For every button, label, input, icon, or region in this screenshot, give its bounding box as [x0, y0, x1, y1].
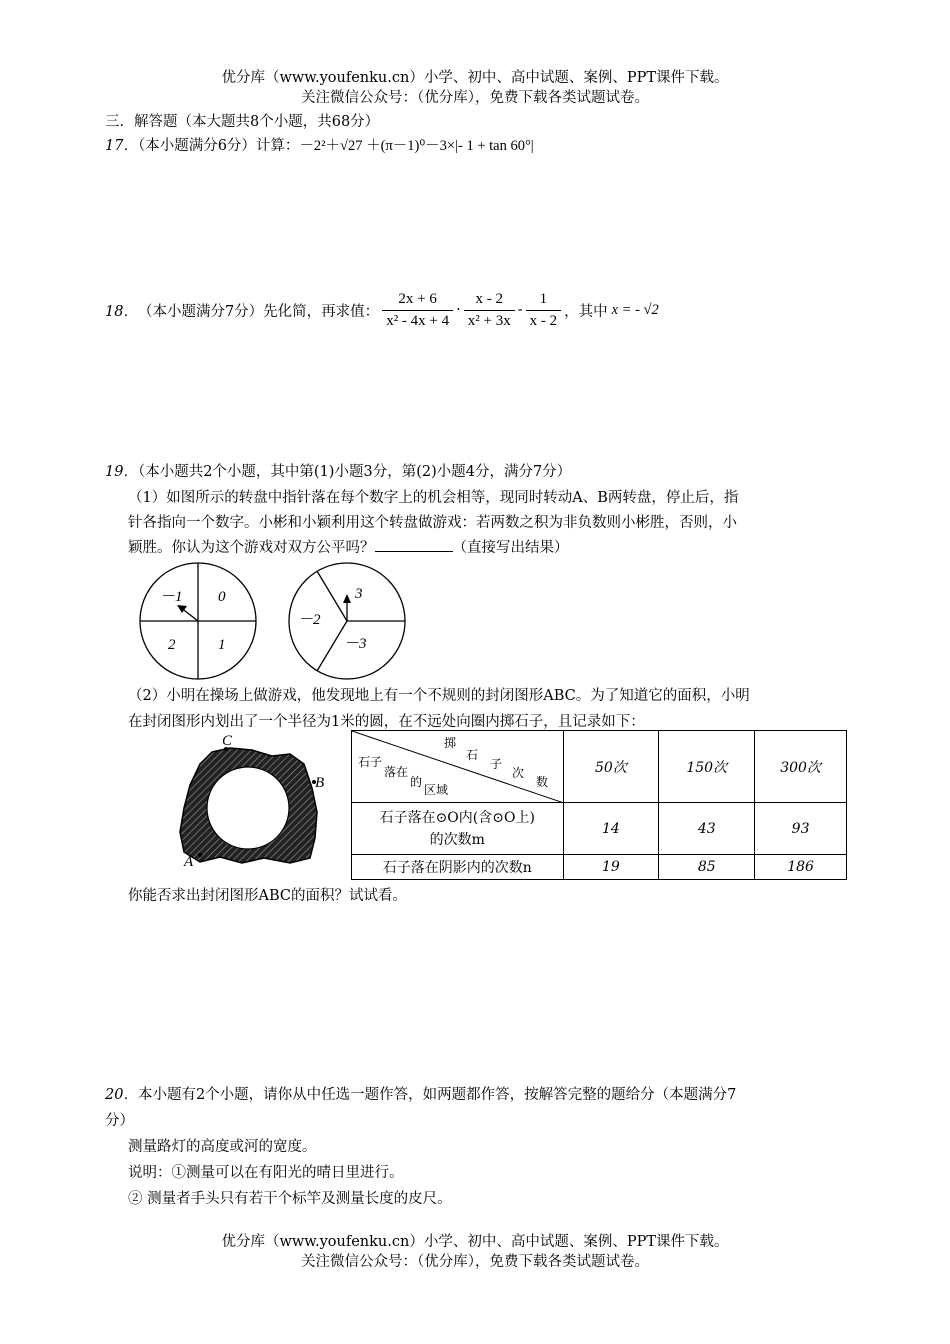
- footer-line-2: 关注微信公众号：（优分库），免费下载各类试题试卷。: [301, 1254, 649, 1270]
- q19-intro-line: [105, 460, 571, 481]
- label-b: B: [315, 775, 325, 791]
- spinner-b-label-3: －3: [344, 636, 367, 652]
- spinner-b-label-2: －2: [298, 612, 321, 628]
- q20-number: 20．: [105, 1087, 138, 1103]
- question-17: [105, 134, 534, 155]
- question-18: 18． （本小题满分7分）先化简，再求值： $\frac{2x + 6}{\text{x² - 4x + 4}}$ · $\frac{x - 2}{\text{x² + 3x}}$ - $\frac{1}{x - 2}$ ，其中 x = - √2: [105, 290, 659, 329]
- q20-line3: 说明：①测量可以在有阳光的晴日里进行。: [128, 1165, 404, 1181]
- q19-part1-line1: （1）如图所示的转盘中指针落在每个数字上的机会相等，现同时转动A、B两转盘，停止后，指: [128, 490, 739, 506]
- q18-fraction-2: $\frac{x - 2}{\text{x² + 3x}}$: [464, 291, 515, 330]
- q17-number: 17．: [105, 138, 138, 154]
- row1-label: 石子落在⊙O内(含⊙O上) 的次数m: [352, 803, 564, 855]
- q20-line1: 本小题有2个小题，请你从中任选一题作答，如两题都作答，按解答完整的题给分（本题满分7: [137, 1087, 737, 1103]
- q18-number: 18．: [105, 303, 138, 320]
- q18-tail: ，其中: [564, 303, 608, 320]
- spinners-figure: [130, 556, 420, 688]
- q19-part2-line2: 在封闭图形内划出了一个半径为1米的圆，在不远处向圈内掷石子，且记录如下：: [128, 714, 645, 730]
- row2-cell-2: 85: [659, 855, 755, 880]
- circle-o: [207, 767, 289, 849]
- label-a: A: [184, 854, 194, 870]
- header-line-2: 关注微信公众号：（优分库），免费下载各类试题试卷。: [301, 90, 649, 106]
- spinner-a: [140, 563, 256, 679]
- q17-text: （本小题满分6分）计算：: [137, 138, 300, 154]
- spinner-b: [289, 563, 405, 679]
- question-20: [105, 1082, 850, 1134]
- col-header-50: 50次: [563, 731, 659, 803]
- col-header-300: 300次: [755, 731, 847, 803]
- q20-body: [128, 1134, 452, 1212]
- q18-text: （本小题满分7分）先化简，再求值：: [137, 303, 380, 320]
- q19-question: 你能否求出封闭图形ABC的面积？试试看。: [128, 888, 407, 904]
- q19-part1-line3: 颖胜。你认为这个游戏对双方公平吗？ （直接写出结果）: [128, 536, 848, 561]
- spinner-a-label-1: －1: [160, 589, 183, 605]
- row2-cell-1: 19: [563, 855, 659, 880]
- spinner-a-label-3: 2: [168, 637, 176, 653]
- diagonal-header-cell: 掷 石 子 次 数 石子 落在 的 区域: [352, 731, 564, 803]
- q19-intro: （本小题共2个小题，其中第(1)小题3分，第(2)小题4分，满分7分）: [137, 464, 572, 480]
- pointer-b-arrow-icon: [343, 594, 351, 603]
- q20-line4: ② 测量者手头只有若干个标竿及测量长度的皮尺。: [128, 1191, 452, 1207]
- spinner-a-label-2: 0: [218, 589, 226, 605]
- q19-number: 19．: [105, 464, 138, 480]
- q19-part1-line2: 针各指向一个数字。小彬和小颖利用这个转盘做游戏：若两数之积为非负数则小彬胜，否则，小: [128, 515, 737, 531]
- shape-abc-figure: [172, 730, 332, 875]
- label-c: C: [222, 733, 233, 749]
- row1-cell-1: 14: [563, 803, 659, 855]
- row1-cell-2: 43: [659, 803, 755, 855]
- q18-condition: x = - √2: [611, 301, 659, 318]
- q18-fraction-1: $\frac{2x + 6}{\text{x² - 4x + 4}}$: [382, 291, 453, 330]
- footer-line-1: 优分库（www.youfenku.cn）小学、初中、高中试题、案例、PPT课件下载。: [221, 1234, 729, 1250]
- q19-part1: [128, 486, 848, 561]
- header-line-1: 优分库（www.youfenku.cn）小学、初中、高中试题、案例、PPT课件下载。: [221, 70, 729, 86]
- q19-part2-line1: （2）小明在操场上做游戏，他发现地上有一个不规则的封闭图形ABC。为了知道它的面积，小明: [128, 688, 750, 704]
- answer-blank[interactable]: [375, 537, 453, 552]
- q17-expression: －2²＋√27 ＋(π－1)⁰－3×|- 1 + tan 60°|: [299, 138, 534, 154]
- stones-table: [351, 730, 847, 880]
- spinner-a-label-4: 1: [218, 637, 226, 653]
- q19-part2: [128, 683, 848, 735]
- q20-line1b: 分）: [105, 1113, 134, 1129]
- spinner-b-label-1: 3: [355, 586, 363, 602]
- row2-cell-3: 186: [755, 855, 847, 880]
- section-title: 三．解答题（本大题共8个小题，共68分）: [105, 114, 380, 130]
- col-header-150: 150次: [659, 731, 755, 803]
- row1-cell-3: 93: [755, 803, 847, 855]
- q18-fraction-3: $\frac{1}{x - 2}$: [526, 291, 562, 330]
- row2-label: 石子落在阴影内的次数n: [352, 855, 564, 880]
- q20-line2: 测量路灯的高度或河的宽度。: [128, 1139, 317, 1155]
